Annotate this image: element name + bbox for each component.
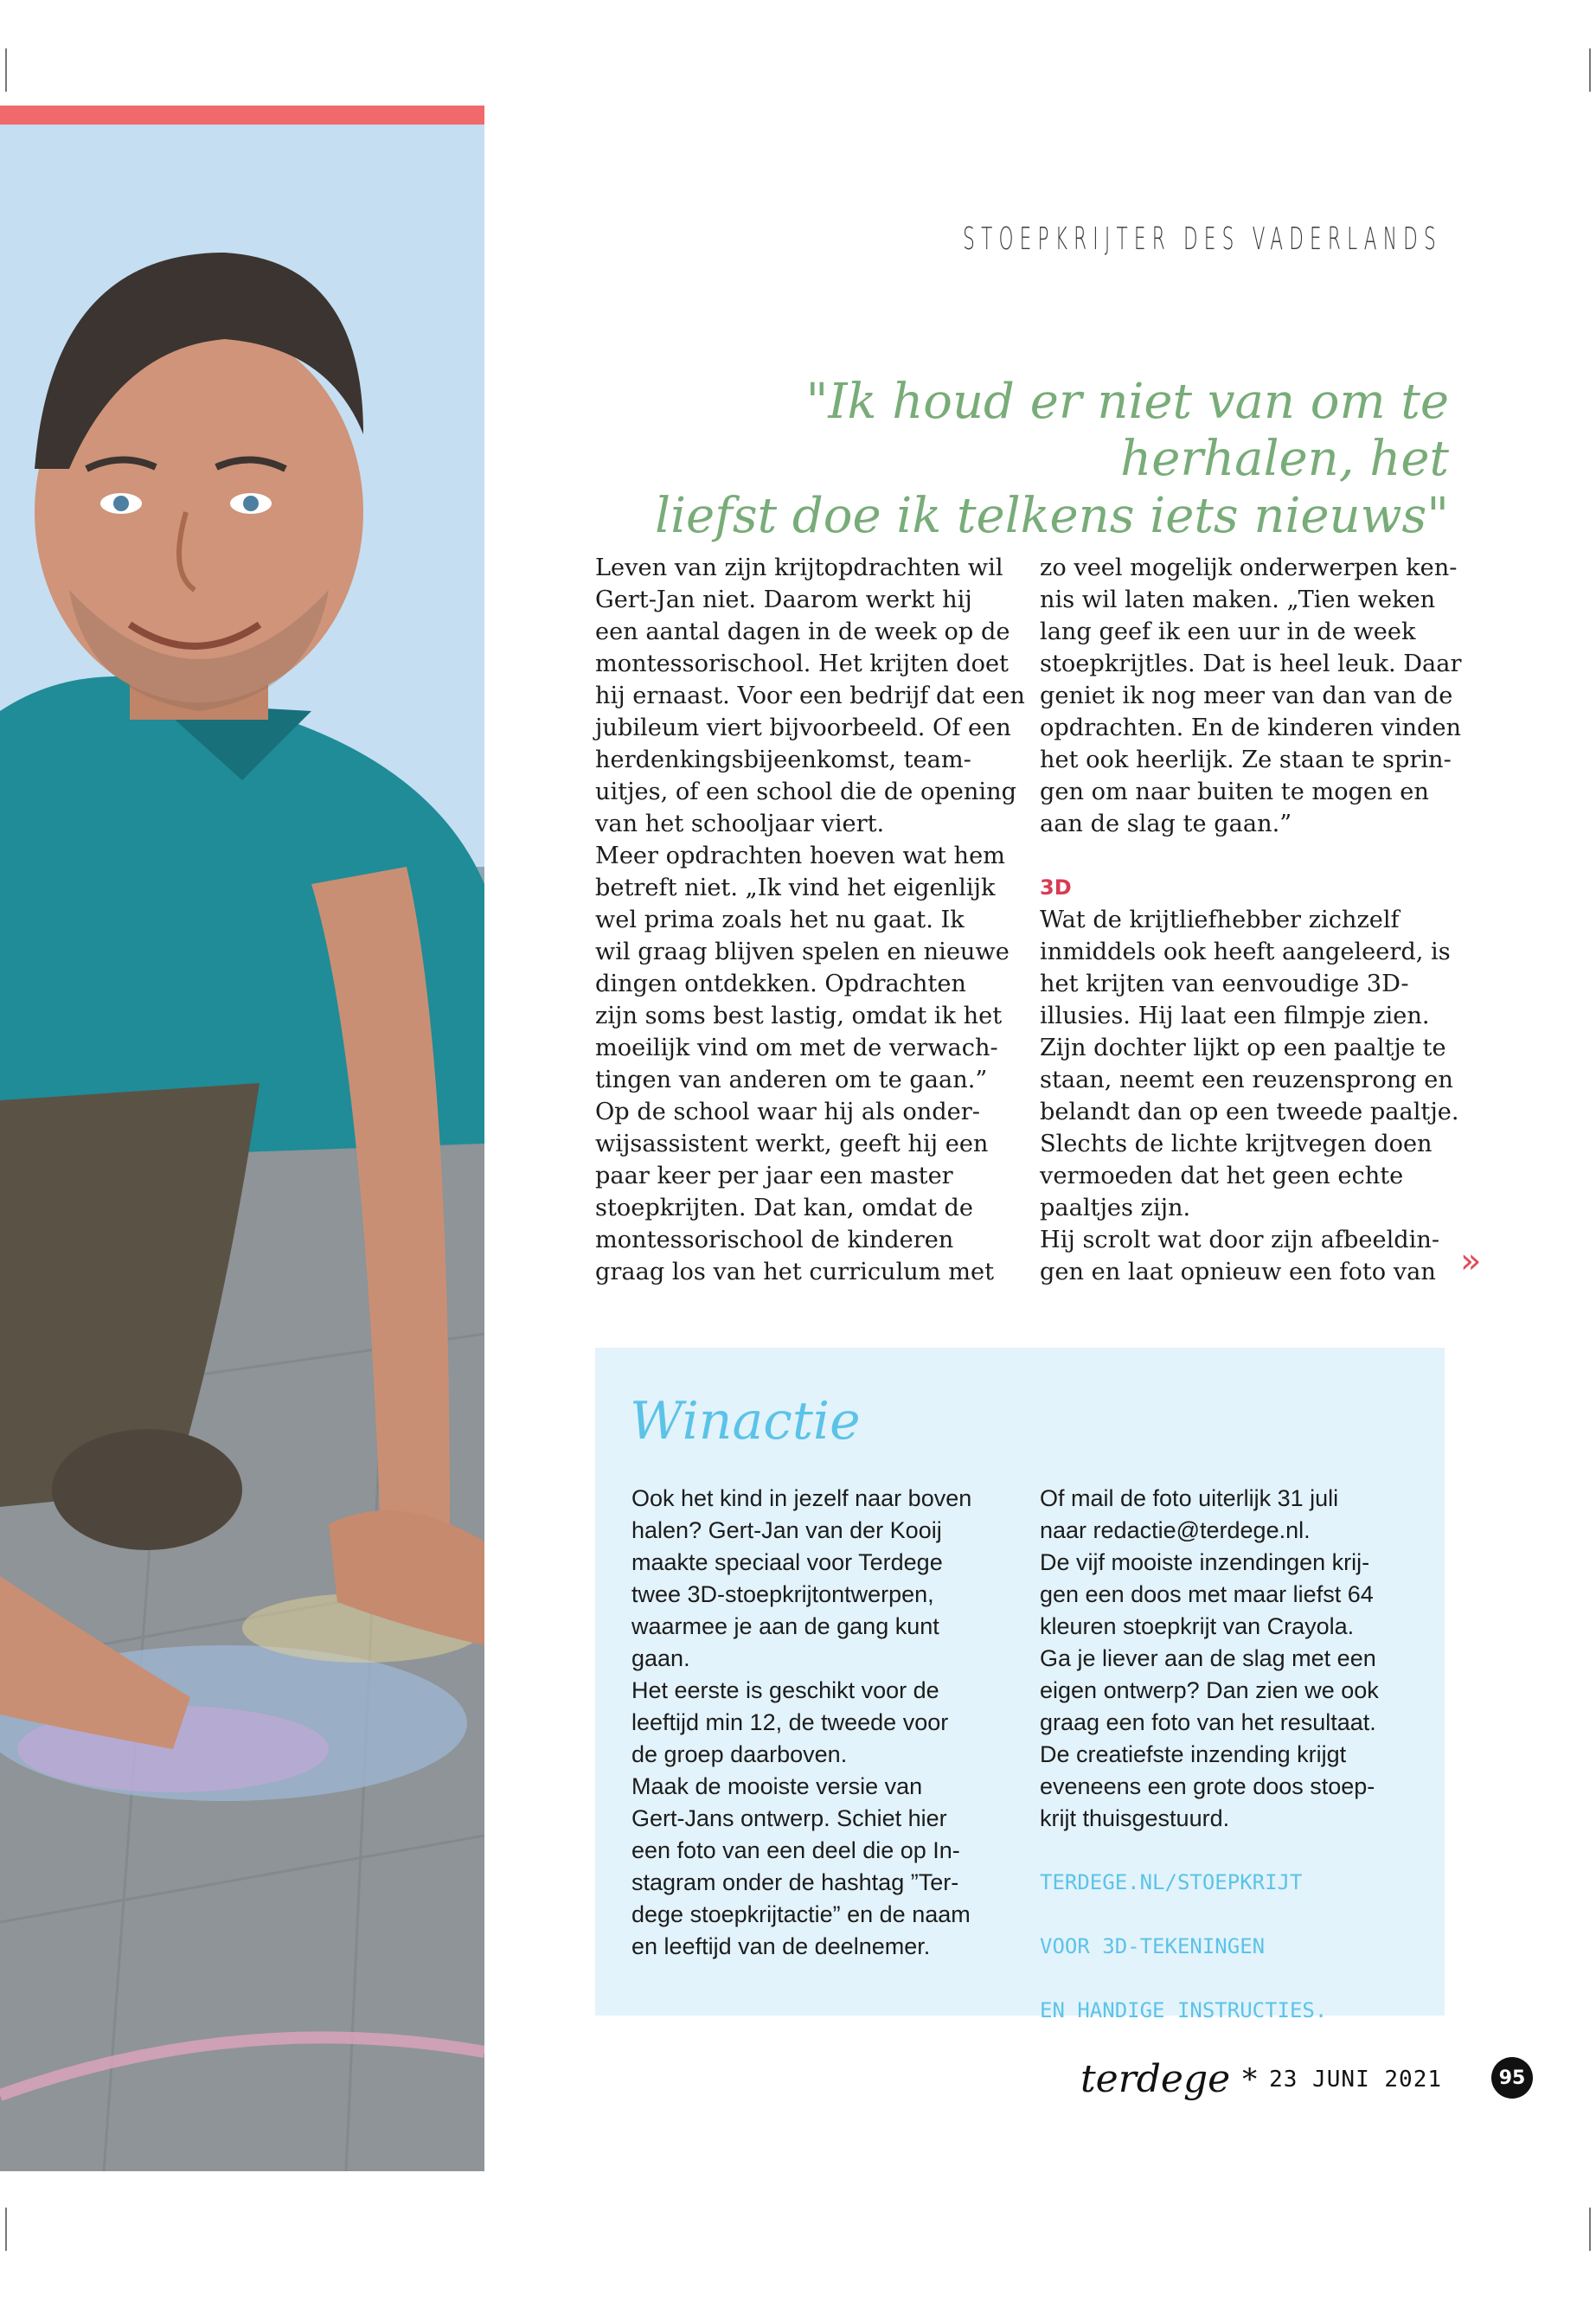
- article-column-left: [595, 552, 1025, 1288]
- article-line: inmiddels ook heeft aangeleerd, is: [1040, 939, 1451, 965]
- article-line: vermoeden dat het geen echte: [1040, 1163, 1404, 1189]
- winactie-line: Maak de mooiste versie van: [631, 1773, 923, 1799]
- winactie-line: Ga je liever aan de slag met een: [1040, 1645, 1376, 1671]
- winactie-line: Ook het kind in jezelf naar boven: [631, 1485, 972, 1511]
- section-kicker: STOEPKRIJTER DES VADERLANDS: [963, 221, 1442, 257]
- article-line: Hij scrolt wat door zijn afbeeldin-: [1040, 1227, 1440, 1253]
- winactie-line: Gert-Jans ontwerp. Schiet hier: [631, 1805, 947, 1831]
- article-line: illusies. Hij laat een filmpje zien.: [1040, 1003, 1430, 1029]
- winactie-box: [595, 1348, 1445, 2022]
- article-line: Meer opdrachten hoeven wat hem: [595, 843, 1005, 869]
- article-line: hij ernaast. Voor een bedrijf dat een: [595, 683, 1025, 709]
- winactie-line: krijt thuisgestuurd.: [1040, 1805, 1230, 1831]
- winactie-line: en leeftijd van de deelnemer.: [631, 1933, 931, 1959]
- page-footer: [1080, 2057, 1442, 2101]
- article-line: moeilijk vind om met de verwach-: [595, 1035, 998, 1061]
- winactie-line: gen een doos met maar liefst 64: [1040, 1581, 1374, 1607]
- crop-mark-top-right: [1589, 48, 1591, 92]
- article-line: zo veel mogelijk onderwerpen ken-: [1040, 554, 1458, 581]
- article-line: Leven van zijn krijtopdrachten wil: [595, 554, 1003, 581]
- article-line: belandt dan op een tweede paaltje.: [1040, 1099, 1459, 1125]
- article-line: paar keer per jaar een master: [595, 1163, 953, 1189]
- winactie-line: maakte speciaal voor Terdege: [631, 1549, 943, 1575]
- crop-mark-bottom-right: [1589, 2208, 1591, 2251]
- winactie-line: de groep daarboven.: [631, 1741, 848, 1767]
- article-line: Op de school waar hij als onder-: [595, 1099, 980, 1125]
- winactie-line: De creatiefste inzending krijgt: [1040, 1741, 1347, 1767]
- winactie-link-line: EN HANDIGE INSTRUCTIES.: [1040, 1998, 1328, 2022]
- winactie-line: graag een foto van het resultaat.: [1040, 1709, 1376, 1735]
- winactie-link-line: TERDEGE.NL/STOEPKRIJT: [1040, 1870, 1303, 1894]
- crop-mark-top-left: [5, 48, 7, 92]
- article-line: aan de slag te gaan.”: [1040, 811, 1292, 837]
- article-line: montessorischool de kinderen: [595, 1227, 954, 1253]
- article-line: zijn soms best lastig, omdat ik het: [595, 1003, 1003, 1029]
- article-line: Zijn dochter lijkt op een paaltje te: [1040, 1035, 1446, 1061]
- article-line: nis wil laten maken. „Tien weken: [1040, 586, 1436, 613]
- article-line: stoepkrijten. Dat kan, omdat de: [595, 1195, 974, 1221]
- portrait-photo: [0, 106, 484, 2171]
- winactie-line: De vijf mooiste inzendingen krij-: [1040, 1549, 1370, 1575]
- continue-icon: »: [1460, 1241, 1482, 1281]
- winactie-line: Het eerste is geschikt voor de: [631, 1677, 939, 1703]
- winactie-line: Of mail de foto uiterlijk 31 juli: [1040, 1485, 1339, 1511]
- article-line: het ook heerlijk. Ze staan te sprin-: [1040, 747, 1452, 773]
- pull-quote: [562, 374, 1449, 545]
- article-line: tingen van anderen om te gaan.”: [595, 1067, 988, 1093]
- pull-quote-line-2: liefst doe ik telkens iets nieuws": [655, 488, 1449, 544]
- winactie-line: leeftijd min 12, de tweede voor: [631, 1709, 949, 1735]
- article-column-right: [1040, 552, 1462, 1288]
- article-line: staan, neemt een reuzensprong en: [1040, 1067, 1453, 1093]
- winactie-line: naar redactie@terdege.nl.: [1040, 1517, 1311, 1543]
- article-line: uitjes, of een school die de opening: [595, 779, 1016, 805]
- article-line: betreft niet. „Ik vind het eigenlijk: [595, 875, 996, 901]
- winactie-line: kleuren stoepkrijt van Crayola.: [1040, 1613, 1355, 1639]
- article-line: Slechts de lichte krijtvegen doen: [1040, 1131, 1433, 1157]
- subhead-3d: 3D: [1040, 875, 1072, 900]
- article-line: jubileum viert bijvoorbeeld. Of een: [595, 715, 1011, 741]
- article-line: geniet ik nog meer van dan van de: [1040, 683, 1453, 709]
- article-line: Wat de krijtliefhebber zichzelf: [1040, 907, 1400, 933]
- winactie-line: gaan.: [631, 1645, 690, 1671]
- accent-bar: [0, 106, 484, 125]
- article-line: opdrachten. En de kinderen vinden: [1040, 715, 1462, 741]
- article-line: van het schooljaar viert.: [595, 811, 885, 837]
- article-line: lang geef ik een uur in de week: [1040, 619, 1416, 645]
- article-line: Gert-Jan niet. Daarom werkt hij: [595, 586, 972, 613]
- winactie-line: halen? Gert-Jan van der Kooij: [631, 1517, 942, 1543]
- winactie-line: stagram onder de hashtag ”Ter-: [631, 1869, 959, 1895]
- article-line: het krijten van eenvoudige 3D-: [1040, 971, 1409, 997]
- article-line: paaltjes zijn.: [1040, 1195, 1191, 1221]
- winactie-column-left: [631, 1483, 1012, 1963]
- winactie-line: waarmee je aan de gang kunt: [631, 1613, 939, 1639]
- crop-mark-bottom-left: [5, 2208, 7, 2251]
- winactie-link-line: VOOR 3D-TEKENINGEN: [1040, 1934, 1266, 1958]
- article-line: gen om naar buiten te mogen en: [1040, 779, 1429, 805]
- article-line: montessorischool. Het krijten doet: [595, 651, 1009, 677]
- winactie-column-right: [1040, 1483, 1420, 2027]
- separator-icon: *: [1242, 2061, 1258, 2097]
- winactie-line: eigen ontwerp? Dan zien we ook: [1040, 1677, 1379, 1703]
- article-line: graag los van het curriculum met: [595, 1259, 994, 1285]
- brand-logo: terdege: [1080, 2057, 1231, 2101]
- winactie-line: een foto van een deel die op In-: [631, 1837, 960, 1863]
- article-line: wel prima zoals het nu gaat. Ik: [595, 907, 965, 933]
- article-line: wil graag blijven spelen en nieuwe: [595, 939, 1010, 965]
- article-line: gen en laat opnieuw een foto van: [1040, 1259, 1436, 1285]
- article-line: dingen ontdekken. Opdrachten: [595, 971, 966, 997]
- winactie-line: eveneens een grote doos stoep-: [1040, 1773, 1375, 1799]
- issue-date: 23 JUNI 2021: [1269, 2066, 1442, 2093]
- winactie-line: twee 3D-stoepkrijtontwerpen,: [631, 1581, 934, 1607]
- article-line: herdenkingsbijeenkomst, team-: [595, 747, 971, 773]
- page-number: 95: [1491, 2057, 1533, 2099]
- pull-quote-line-1: "Ik houd er niet van om te herhalen, het: [805, 374, 1449, 487]
- article-line: wijsassistent werkt, geeft hij een: [595, 1131, 989, 1157]
- article-line: stoepkrijtles. Dat is heel leuk. Daar: [1040, 651, 1462, 677]
- winactie-title: Winactie: [630, 1391, 861, 1452]
- article-line: een aantal dagen in de week op de: [595, 619, 1010, 645]
- winactie-line: dege stoepkrijtactie” en de naam: [631, 1901, 971, 1927]
